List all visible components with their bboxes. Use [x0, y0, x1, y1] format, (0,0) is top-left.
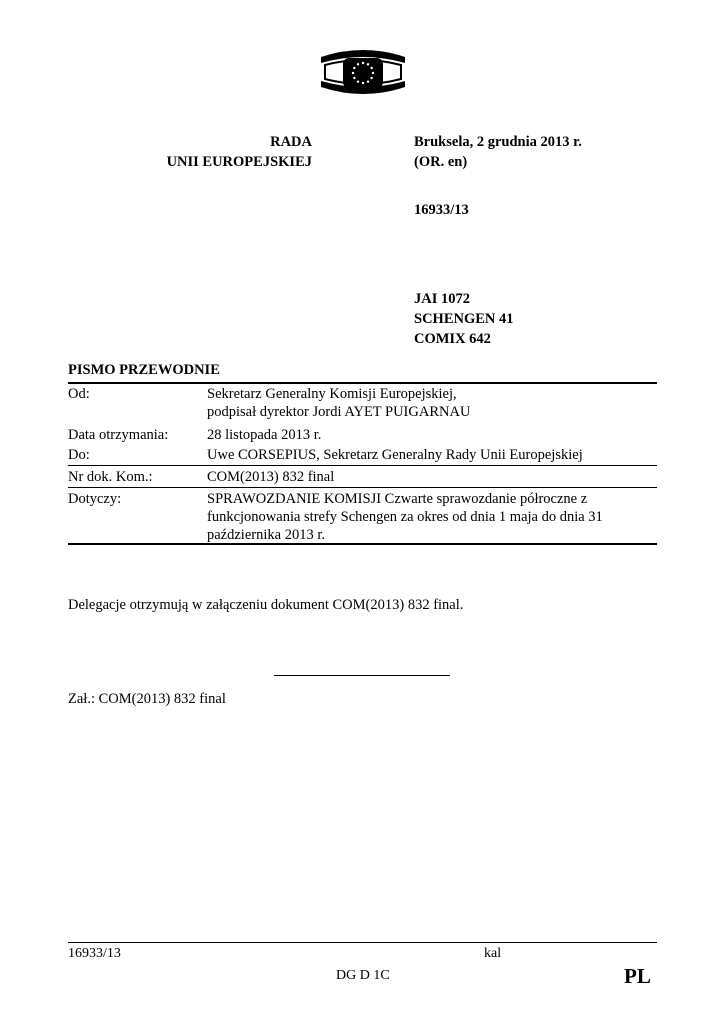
code-schengen: SCHENGEN 41: [414, 311, 514, 327]
row-received-value: 28 listopada 2013 r.: [207, 427, 322, 443]
separator-line: [274, 675, 450, 676]
row-subject-value: [207, 490, 647, 544]
row-subject-value-line1: SPRAWOZDANIE KOMISJI Czwarte sprawozdanie półroczne z: [207, 491, 588, 507]
footer-department: DG D 1C: [336, 968, 390, 983]
attachment-line: Zał.: COM(2013) 832 final: [68, 691, 226, 707]
table-top-rule: [68, 382, 657, 384]
star-icon: [362, 82, 364, 84]
footer-doc-number: 16933/13: [68, 946, 121, 961]
council-name-line1: RADA: [270, 134, 312, 150]
footer-language: PL: [624, 964, 651, 988]
cover-note-title: PISMO PRZEWODNIE: [68, 362, 220, 378]
original-language: (OR. en): [414, 154, 468, 170]
row-subject-label: Dotyczy:: [68, 491, 122, 507]
star-icon: [357, 63, 359, 65]
eu-council-emblem-icon: [319, 43, 407, 101]
star-icon: [353, 67, 355, 69]
star-icon: [372, 72, 374, 74]
star-icon: [370, 77, 372, 79]
star-icon: [370, 67, 372, 69]
code-comix: COMIX 642: [414, 331, 491, 347]
row-to-label: Do:: [68, 447, 90, 463]
row-subject-value-line3: października 2013 r.: [207, 527, 325, 543]
row-to-value: Uwe CORSEPIUS, Sekretarz Generalny Rady Unii Europejskiej: [207, 447, 583, 463]
council-name-line2: UNII EUROPEJSKIEJ: [166, 154, 312, 170]
star-icon: [367, 63, 369, 65]
eu-council-logo: [319, 43, 407, 101]
place-and-date-block: [414, 132, 582, 172]
document-codes: [414, 289, 514, 349]
table-mid-rule: [68, 465, 657, 466]
star-icon: [367, 80, 369, 82]
document-number: 16933/13: [414, 202, 469, 218]
body-text: Delegacje otrzymują w załączeniu dokument COM(2013) 832 final.: [68, 597, 464, 613]
row-subject-value-line2: funkcjonowania strefy Schengen za okres od dnia 1 maja do dnia 31: [207, 509, 603, 525]
row-com-label: Nr dok. Kom.:: [68, 469, 153, 485]
star-icon: [357, 80, 359, 82]
council-name: [150, 132, 312, 172]
star-icon: [353, 77, 355, 79]
place-date: Bruksela, 2 grudnia 2013 r.: [414, 134, 582, 150]
footer-initials: kal: [484, 946, 502, 961]
row-com-value: COM(2013) 832 final: [207, 469, 335, 485]
row-from-value-line2: podpisał dyrektor Jordi AYET PUIGARNAU: [207, 404, 471, 420]
footer-rule: [68, 942, 657, 943]
table-mid-rule-2: [68, 487, 657, 488]
star-icon: [352, 72, 354, 74]
row-from-value: [207, 385, 647, 421]
row-from-label: Od:: [68, 386, 90, 402]
table-bottom-rule: [68, 543, 657, 545]
code-jai: JAI 1072: [414, 291, 470, 307]
star-icon: [362, 62, 364, 64]
row-from-value-line1: Sekretarz Generalny Komisji Europejskiej,: [207, 386, 457, 402]
row-received-label: Data otrzymania:: [68, 427, 169, 443]
